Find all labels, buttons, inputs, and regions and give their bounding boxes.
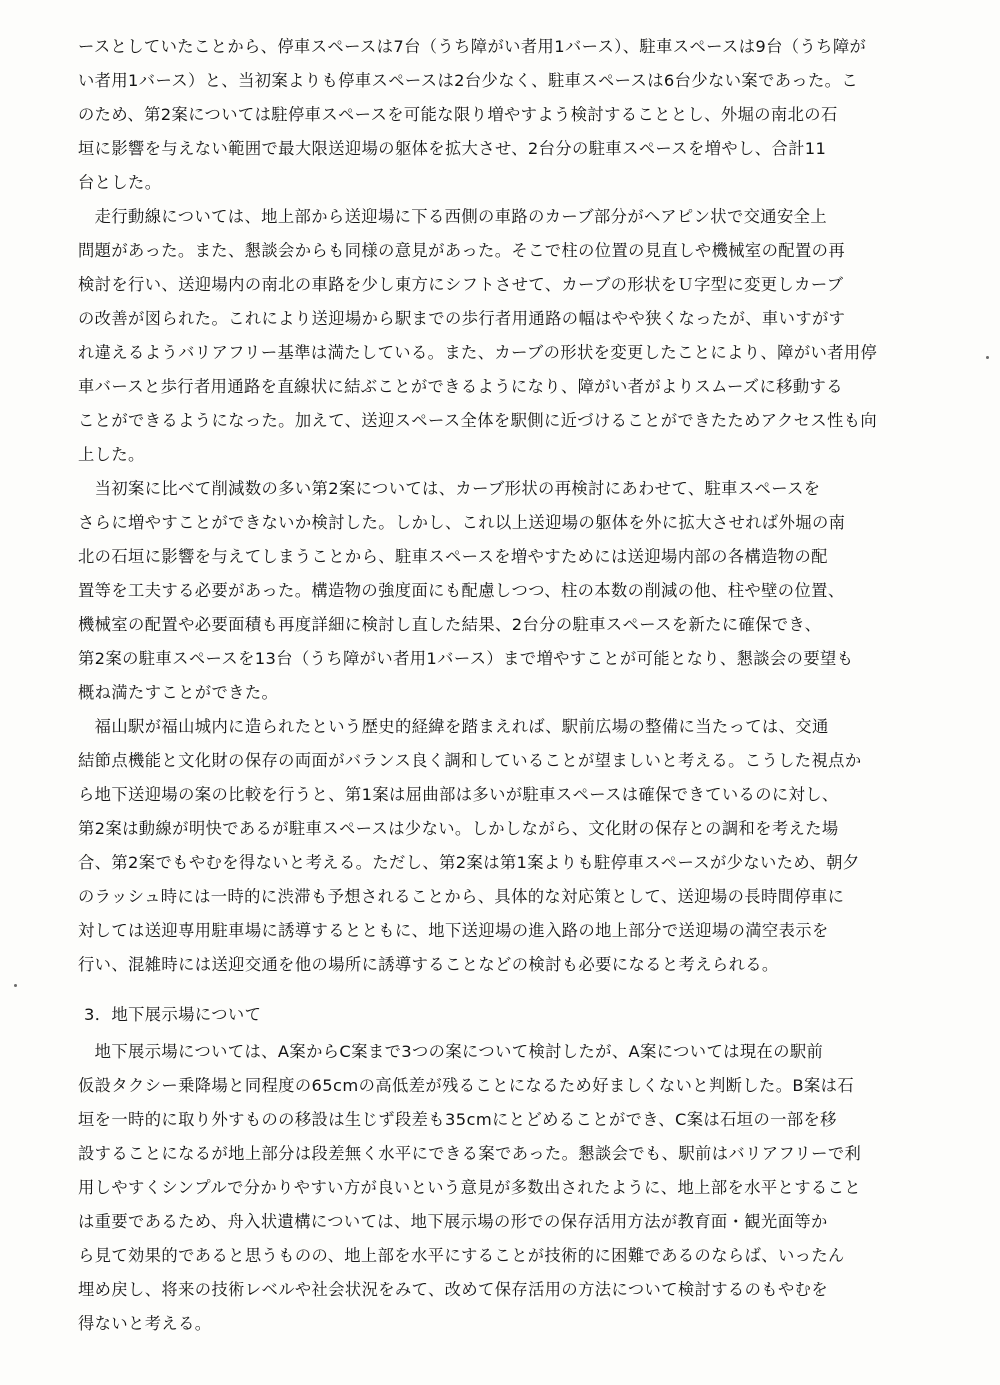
text-line: 設することになるが地上部分は段差無く水平にできる案であった。懇談会でも、駅前はバリアフリーで利	[78, 1144, 862, 1163]
text-line: 置等を工夫する必要があった。構造物の強度面にも配慮しつつ、柱の本数の削減の他、柱や壁の位置、	[78, 581, 845, 600]
text-line: 走行動線については、地上部から送迎場に下る西側の車路のカーブ部分がヘアピン状で交通安全上	[78, 207, 828, 226]
text-line: 問題があった。また、懇談会からも同様の意見があった。そこで柱の位置の見直しや機械室の配置の再	[78, 241, 846, 260]
text-line: 車バースと歩行者用通路を直線状に結ぶことができるようになり、障がい者がよりスムーズに移動する	[78, 377, 843, 396]
text-line: ら地下送迎場の案の比較を行うと、第1案は屈曲部は多いが駐車スペースは確保できているのに対し、	[78, 785, 839, 804]
text-line: ことができるようになった。加えて、送迎スペース全体を駅側に近づけることができたためアクセス性も向	[78, 411, 878, 430]
text-line: 機械室の配置や必要面積も再度詳細に検討し直した結果、2台分の駐車スペースを新たに確保でき、	[78, 615, 822, 634]
section-heading: 3．地下展示場について	[84, 1005, 262, 1024]
text-line: さらに増やすことができないか検討した。しかし、これ以上送迎場の躯体を外に拡大させれば外堀の南	[78, 513, 846, 532]
text-line: 垣を一時的に取り外すものの移設は生じず段差も35cmにとどめることができ、C案は石垣の一部を移	[78, 1110, 837, 1129]
text-line: 行い、混雑時には送迎交通を他の場所に誘導することなどの検討も必要になると考えられる。	[78, 955, 779, 974]
text-line: 合、第2案でもやむを得ないと考える。ただし、第2案は第1案よりも駐停車スペースが少ないため、朝夕	[78, 853, 860, 872]
text-line: 北の石垣に影響を与えてしまうことから、駐車スペースを増やすためには送迎場内部の各構造物の配	[78, 547, 828, 566]
text-line: のため、第2案については駐停車スペースを可能な限り増やすよう検討することとし、外堀の南北の石	[78, 105, 838, 124]
scan-speck	[14, 984, 17, 987]
text-line: 用しやすくシンプルで分かりやすい方が良いという意見が多数出されたように、地上部を水平とすること	[78, 1178, 861, 1197]
text-line: 上した。	[78, 445, 145, 464]
text-line: 概ね満たすことができた。	[78, 683, 279, 702]
text-line: 埋め戻し、将来の技術レベルや社会状況をみて、改めて保存活用の方法について検討するのもやむを	[78, 1280, 829, 1299]
text-line: 垣に影響を与えない範囲で最大限送迎場の躯体を拡大させ、2台分の駐車スペースを増やし、合計11	[78, 139, 827, 158]
text-line: 地下展示場については、A案からC案まで3つの案について検討したが、A案については現在の駅前	[78, 1042, 824, 1061]
text-line: 得ないと考える。	[78, 1314, 212, 1333]
text-line: 第2案は動線が明快であるが駐車スペースは少ない。しかしながら、文化財の保存との調和を考えた場	[78, 819, 839, 838]
scan-speck	[986, 356, 989, 359]
text-line: 当初案に比べて削減数の多い第2案については、カーブ形状の再検討にあわせて、駐車スペースを	[78, 479, 821, 498]
text-line: 仮設タクシー乗降場と同程度の65cmの高低差が残ることになるため好ましくないと判断した。B案は石	[78, 1076, 854, 1095]
text-line: 結節点機能と文化財の保存の両面がバランス良く調和していることが望ましいと考える。こうした視点か	[78, 751, 862, 770]
text-line: れ違えるようバリアフリー基準は満たしている。また、カーブの形状を変更したことにより、障がい者用停	[78, 343, 878, 362]
text-line: 対しては送迎専用駐車場に誘導するとともに、地下送迎場の進入路の地上部分で送迎場の満空表示を	[78, 921, 829, 940]
text-line: ら見て効果的であると思うものの、地上部を水平にすることが技術的に困難であるのならば、いったん	[78, 1246, 845, 1265]
text-line: 第2案の駐車スペースを13台（うち障がい者用1バース）まで増やすことが可能となり、懇談会の要望も	[78, 649, 854, 668]
text-line: のラッシュ時には一時的に渋滞も予想されることから、具体的な対応策として、送迎場の長時間停車に	[78, 887, 845, 906]
text-line: ースとしていたことから、停車スペースは7台（うち障がい者用1バース）、駐車スペースは9台（うち障が	[78, 37, 867, 56]
text-line: は重要であるため、舟入状遺構については、地下展示場の形での保存活用方法が教育面・観光面等か	[78, 1212, 828, 1231]
text-line: い者用1バース）と、当初案よりも停車スペースは2台少なく、駐車スペースは6台少ない案であった。こ	[78, 71, 859, 90]
text-line: 検討を行い、送迎場内の南北の車路を少し東方にシフトさせて、カーブの形状をＵ字型に変更しカーブ	[78, 275, 844, 294]
text-line: 台とした。	[78, 173, 162, 192]
text-line: の改善が図られた。これにより送迎場から駅までの歩行者用通路の幅はやや狭くなったが、車いすがす	[78, 309, 846, 328]
text-line: 福山駅が福山城内に造られたという歴史的経緯を踏まえれば、駅前広場の整備に当たっては、交通	[78, 717, 829, 736]
